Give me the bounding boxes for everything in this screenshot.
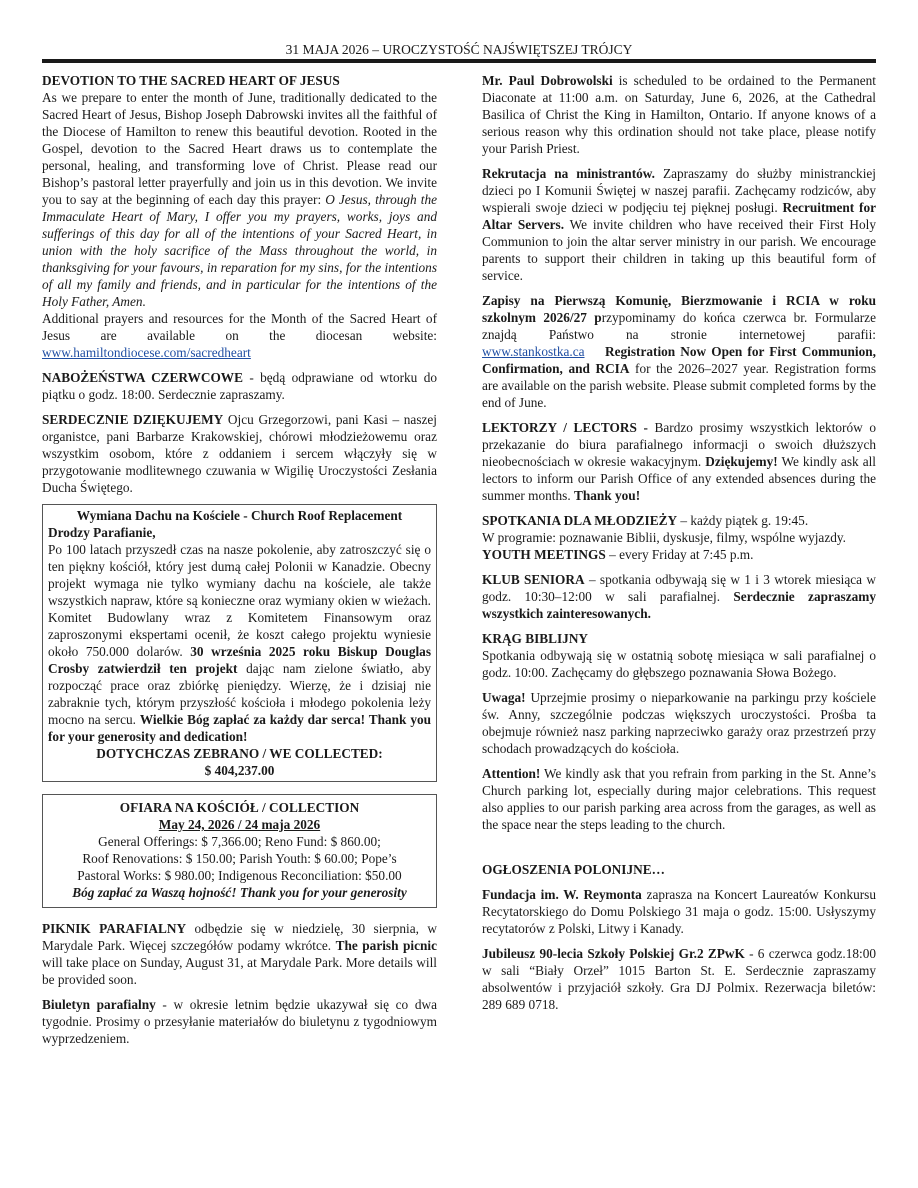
roof-box-bold2: Wielkie Bóg zapłać za każdy dar serca! Thank you for your generosity and dedication! <box>48 712 432 744</box>
altar-bold: Recruitment for Altar Servers. <box>482 200 876 232</box>
collection-thanks: Bóg zapłać za Waszą hojność! Thank you for your generosity <box>72 885 407 900</box>
thanks-title: SERDECZNIE DZIĘKUJEMY <box>42 412 224 427</box>
reymont-section <box>482 886 876 937</box>
seniors-bold: Serdecznie zapraszamy wszystkich zainteresowanych. <box>482 589 876 621</box>
bible-title: KRĄG BIBLIJNY <box>482 631 589 646</box>
parking-en-title: Attention! <box>482 766 541 781</box>
page-header: 31 MAJA 2026 – UROCZYSTOŚĆ NAJŚWIĘTSZEJ TRÓJCY <box>42 42 876 63</box>
lectors-body2: We kindly ask all lectors to inform our Parish Office of any extended absences during the summer months. <box>482 454 876 503</box>
altar-servers-section <box>482 165 876 284</box>
picnic-section <box>42 920 437 988</box>
ordination-section <box>482 72 876 157</box>
altar-body: Zapraszamy do służby ministranckiej dzieci po I Komunii Świętej w naszej parafii. Zachęcamy rodziców, aby wspierali swoje dzieci w podjęciu tej pięknej posługi. <box>482 166 876 215</box>
parking-en-body: We kindly ask that you refrain from parking in the St. Anne’s Church parking lot, especially during major celebrations. This request also applies to our parish parking area across from the garages, as well as the space near the steps leading to the church. <box>482 766 876 832</box>
collection-line2: Roof Renovations: $ 150.00; Parish Youth: $ 60.00; Pope’s <box>82 851 397 866</box>
youth-bold: YOUTH MEETINGS <box>482 547 606 562</box>
seniors-section <box>482 571 876 622</box>
picnic-bold: The parish picnic <box>335 938 437 953</box>
lectors-title: LEKTORZY / LECTORS - <box>482 420 648 435</box>
collection-line3: Pastoral Works: $ 980.00; Indigenous Reconciliation: $50.00 <box>77 868 402 883</box>
june-services-body: - będą odprawiane od wtorku do piątku o godz. 18:00. Serdecznie zapraszamy. <box>42 370 437 402</box>
jubilee-title: Jubileusz 90-lecia Szkoły Polskiej Gr.2 ZPwK <box>482 946 745 961</box>
roof-replacement-box <box>42 504 437 782</box>
picnic-body2: will take place on Sunday, August 31, at Marydale Park. More details will be provided soon. <box>42 955 437 987</box>
seniors-title: KLUB SENIORA <box>482 572 585 587</box>
altar-title: Rekrutacja na ministrantów. <box>482 166 655 181</box>
lectors-body: Bardzo prosimy wszystkich lektorów o przekazanie do biura parafialnego informacji o swoich dłuższych nieobecnościach w okresie wakacyjnym. <box>482 420 876 469</box>
devotion-more: Additional prayers and resources for the Month of the Sacred Heart of Jesus are available on the diocesan website: <box>42 311 437 343</box>
altar-body2: We invite children who have received their First Holy Communion to join the altar server ministry in our parish. We encourage parents to support their children in taking up this beautiful form of service. <box>482 217 876 283</box>
devotion-title: DEVOTION TO THE SACRED HEART OF JESUS <box>42 73 340 88</box>
roof-box-body2: dając nam zielone światło, aby rozpocząć prace oraz zbiórkę pieniędzy. Wierzę, że i dzisiaj nie zabraknie tych, którym przyszłość kościoła i młodego pokolenia leży mocno na sercu. <box>48 661 431 727</box>
picnic-body: odbędzie się w niedzielę, 30 sierpnia, w Marydale Park. Więcej szczegółów podamy wkrótce. <box>42 921 437 953</box>
parking-en-section <box>482 765 876 833</box>
reymont-title: Fundacja im. W. Reymonta <box>482 887 642 902</box>
youth-body2: – every Friday at 7:45 p.m. <box>605 547 754 562</box>
right-column <box>482 72 876 1021</box>
june-services-title: NABOŻEŃSTWA CZERWCOWE <box>42 370 243 385</box>
lectors-bold2: Thank you! <box>573 488 641 503</box>
spacer <box>482 841 876 861</box>
registration-bold: Registration Now Open for First Communion, Confirmation, and RCIA <box>482 344 876 376</box>
ordination-body: is scheduled to be ordained to the Permanent Diaconate at 11:00 a.m. on Saturday, June 6, 2026, at the Cathedral Basilica of Christ the King in Hamilton, Ontario. If anyone knows of a serious reason why this ordination should not take place, please notify your Parish Priest. <box>482 73 876 156</box>
left-column <box>42 72 437 1055</box>
collection-date: May 24, 2026 / 24 maja 2026 <box>158 817 321 832</box>
jubilee-body: - 6 czerwca godz.18:00 w sali “Biały Orzeł” 1015 Barton St. E. Serdecznie zapraszamy absolwentów i przyjaciół szkoły. Gra DJ Polmix. Rezerwacja biletów: 289 689 0718. <box>482 946 877 1012</box>
youth-body: – każdy piątek g. 19:45. <box>677 513 809 528</box>
polonia-section <box>482 861 876 878</box>
collection-line1: General Offerings: $ 7,366.00; Reno Fund: $ 860.00; <box>98 834 381 849</box>
picnic-title: PIKNIK PARAFIALNY <box>42 921 187 936</box>
parking-pl-section <box>482 689 876 757</box>
youth-section <box>482 512 876 563</box>
bible-section <box>482 630 876 681</box>
roof-box-body: Po 100 latach przyszedł czas na nasze pokolenie, aby zatroszczyć się o ten piękny kościół, który jest dumą całej Polonii w Kanadzie. Obecny projekt wymaga nie tylko wymiany dachu na kościele, ale także wszystkich napraw, które są konieczne oraz wymiany okien w wieżach. Komitet Budowlany wraz z Komitetem Finansowym oraz zaproszonymi ekspertami ocenił, że koszt całego projektu wyniesie około 750.000 dolarów. <box>48 542 431 659</box>
bible-body: Spotkania odbywają się w ostatnią sobotę miesiąca w sali parafialnej o godz. 10:00. Zachęcamy do głębszego poznawania Słowa Bożego. <box>482 648 876 680</box>
collection-box <box>42 794 437 908</box>
devotion-link[interactable]: www.hamiltondiocese.com/sacredheart <box>42 345 251 360</box>
reymont-body: zaprasza na Koncert Laureatów Konkursu Recytatorskiego do Domu Polskiego 31 maja o godz. 15:00. Usłyszymy recytatorów z Polski, Litwy i Kanady. <box>482 887 876 936</box>
ordination-title: Mr. Paul Dobrowolski <box>482 73 613 88</box>
roof-box-collected-value: $ 404,237.00 <box>204 763 275 778</box>
june-services-section <box>42 369 437 403</box>
polonia-title: OGŁOSZENIA POLONIJNE… <box>482 862 665 877</box>
parking-pl-title: Uwaga! <box>482 690 526 705</box>
devotion-prayer: O Jesus, through the Immaculate Heart of Mary, I offer you my prayers, works, joys and sufferings of this day for all of the intentions of your Sacred Heart, in union with the holy sacrifice of the Mass throughout the world, in thanksgiving for your favours, in reparation for my sins, for the intentions of all my family and friends, and in particular for the intentions of the Holy Father, Amen. <box>42 192 437 309</box>
roof-box-collected-label: DOTYCHCZAS ZEBRANO / WE COLLECTED: <box>96 746 383 761</box>
lectors-bold: Dziękujemy! <box>705 454 778 469</box>
roof-box-greeting: Drodzy Parafianie, <box>48 525 156 540</box>
jubilee-section <box>482 945 876 1013</box>
youth-line2: W programie: poznawanie Biblii, dyskusje, filmy, wspólne wyjazdy. <box>482 530 846 545</box>
roof-box-title: Wymiana Dachu na Kościele - Church Roof Replacement <box>76 508 403 523</box>
seniors-body: – spotkania odbywają się w 1 i 3 wtorek miesiąca w godz. 10:30–12:00 w sali parafialnej. <box>482 572 876 604</box>
bulletin-title: Biuletyn parafialny <box>42 997 156 1012</box>
registration-body2: for the 2026–2027 year. Registration forms are available on the parish website. Please submit completed forms by the end of June. <box>482 361 876 410</box>
collection-title: OFIARA NA KOŚCIÓŁ / COLLECTION <box>119 800 360 815</box>
registration-body: rzypominamy do końca czerwca br. Formularze znajdą Państwo na stronie internetowej parafii: <box>482 310 876 342</box>
lectors-section <box>482 419 876 504</box>
registration-title: Zapisy na Pierwszą Komunię, Bierzmowanie i RCIA w roku szkolnym 2026/27 p <box>482 293 876 325</box>
devotion-body: As we prepare to enter the month of June, traditionally dedicated to the Sacred Heart of Jesus, Bishop Joseph Dabrowski invites all the faithful of the Diocese of Hamilton to renew this beautiful devotion. Rooted in the Gospel, devotion to the Sacred Heart draws us to contemplate the personal, healing, and transforming love of Christ. Please read our Bishop’s pastoral letter prayerfully and join us in this devotion. We invite you to say at the beginning of each day this prayer: <box>42 90 437 207</box>
youth-title: SPOTKANIA DLA MŁODZIEŻY <box>482 513 678 528</box>
thanks-section <box>42 411 437 496</box>
bulletin-body: - w okresie letnim będzie ukazywał się co dwa tygodnie. Prosimy o przesyłanie materiałów do biuletynu z tygodniowym wyprzedzeniem. <box>42 997 437 1046</box>
parking-pl-body: Uprzejmie prosimy o nieparkowanie na parkingu przy kościele św. Anny, szczególnie podczas większych uroczystości. Prośba ta obejmuje również nasz parking naprzeciwko garaży oraz przestrzeń przy schodach prowadzących do kościoła. <box>482 690 876 756</box>
bulletin-section <box>42 996 437 1047</box>
devotion-section <box>42 72 437 361</box>
thanks-body: Ojcu Grzegorzowi, pani Kasi – naszej organistce, pani Barbarze Krakowskiej, chórowi młodzieżowemu oraz wszystkim osobom, które z oddaniem i sercem włączyły się w przygotowanie modlitewnego czuwania w Wigilię Uroczystości Zesłania Ducha Świętego. <box>42 412 437 495</box>
registration-link[interactable]: www.stankostka.ca <box>482 344 585 359</box>
roof-box-bold1: 30 września 2025 roku Biskup Douglas Crosby zatwierdził ten projekt <box>48 644 431 676</box>
registration-section <box>482 292 876 411</box>
